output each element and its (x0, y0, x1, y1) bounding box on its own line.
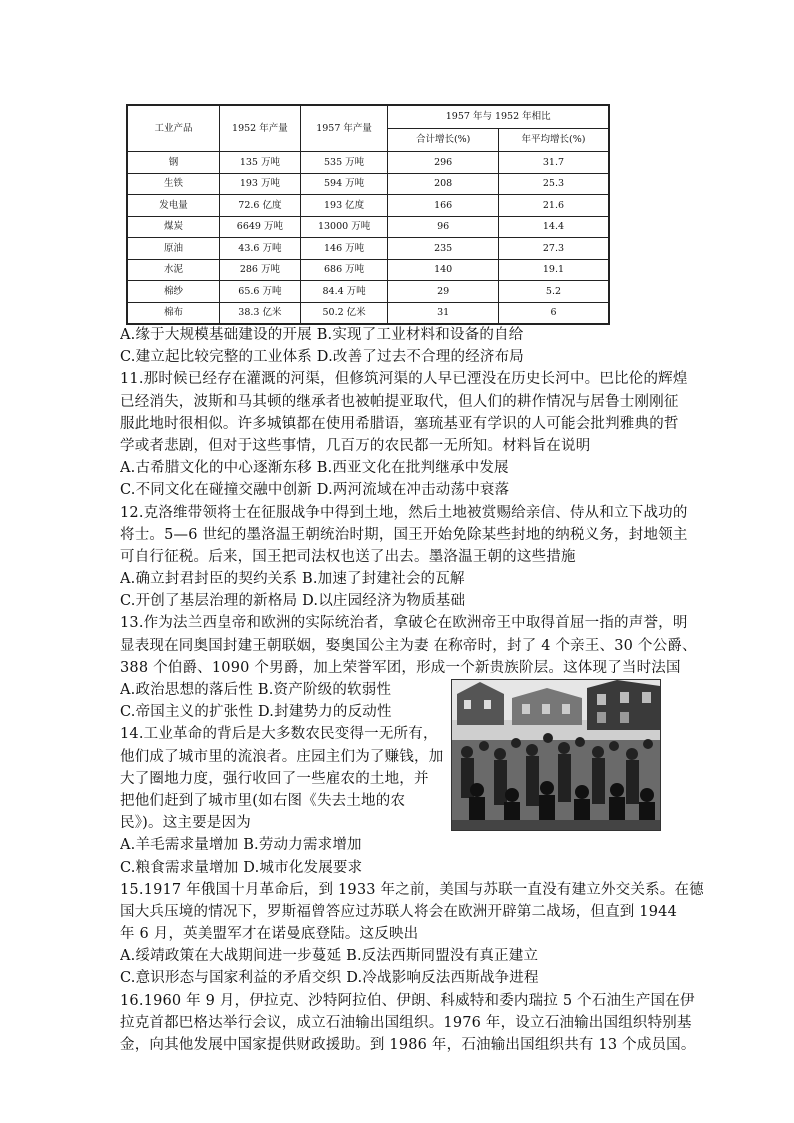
table-cell-annual: 14.4 (498, 216, 609, 238)
table-cell-y1952: 286 万吨 (220, 259, 301, 281)
table-cell-total: 296 (388, 152, 499, 174)
text-line: 他们成了城市里的流浪者。庄园主们为了赚钱，加 (120, 748, 444, 765)
table-cell-name: 发电量 (127, 195, 220, 217)
table-cell-y1952: 135 万吨 (220, 152, 301, 174)
text-line: 国大兵压境的情况下，罗斯福曾答应过苏联人将会在欧洲开辟第二战场，但直到 1944 (120, 903, 678, 920)
text-line: A.古希腊文化的中心逐渐东移 B.西亚文化在批判继承中发展 (120, 460, 509, 477)
table-cell-name: 水泥 (127, 259, 220, 281)
table-row (127, 238, 609, 260)
text-line: 12.克洛维带领将士在征服战争中得到土地，然后土地被赏赐给亲信、侍从和立下战功的 (120, 504, 688, 521)
text-line: C.建立起比较完整的工业体系 D.改善了过去不合理的经济布局 (120, 349, 525, 366)
text-line: 13.作为法兰西皇帝和欧洲的实际统治者，拿破仑在欧洲帝王中取得首屈一指的声誉，明 (120, 615, 688, 632)
table-row (127, 195, 609, 217)
table-cell-annual: 19.1 (498, 259, 609, 281)
text-line: 388 个伯爵、1090 个男爵，加上荣誉军团，形成一个新贵族阶层。这体现了当时法国 (120, 659, 681, 676)
table-cell-annual: 5.2 (498, 281, 609, 303)
table-cell-y1957: 50.2 亿米 (300, 302, 388, 324)
table-cell-y1957: 13000 万吨 (300, 216, 388, 238)
table-row (127, 216, 609, 238)
table-cell-annual: 6 (498, 302, 609, 324)
table-cell-y1952: 6649 万吨 (220, 216, 301, 238)
table-cell-y1952: 65.6 万吨 (220, 281, 301, 303)
table-cell-name: 棉布 (127, 302, 220, 324)
text-line: 将士。5—6 世纪的墨洛温王朝统治时期，国王开始免除某些封地的纳税义务，封地领主 (120, 526, 688, 543)
table-cell-y1952: 72.6 亿度 (220, 195, 301, 217)
text-line: 金，向其他发展中国家提供财政援助。到 1986 年，石油输出国组织共有 13 个成员国。 (120, 1037, 696, 1053)
illustration-landless-peasants (451, 679, 661, 831)
text-line: 14.工业革命的背后是大多数农民变得一无所有， (120, 726, 438, 743)
table-cell-annual: 21.6 (498, 195, 609, 217)
table-cell-annual: 25.3 (498, 173, 609, 195)
table-cell-total: 208 (388, 173, 499, 195)
table-cell-y1957: 193 亿度 (300, 195, 388, 217)
table-body (127, 152, 609, 325)
table-cell-y1952: 38.3 亿米 (220, 302, 301, 324)
table-cell-y1957: 594 万吨 (300, 173, 388, 195)
table-cell-y1957: 535 万吨 (300, 152, 388, 174)
table-row (127, 152, 609, 174)
text-line: 16.1960 年 9 月，伊拉克、沙特阿拉伯、伊朗、科威特和委内瑞拉 5 个石油生产国在伊 (120, 992, 695, 1009)
table-cell-y1952: 193 万吨 (220, 173, 301, 195)
text-line: 已经消失，波斯和马其顿的继承者也被帕提亚取代，但人们的耕作情况与居鲁士刚刚征 (120, 393, 679, 410)
table-cell-y1957: 84.4 万吨 (300, 281, 388, 303)
text-line: C.帝国主义的扩张性 D.封建势力的反动性 (120, 704, 392, 721)
text-line: C.意识形态与国家利益的矛盾交织 D.冷战影响反法西斯战争进程 (120, 970, 539, 987)
table-cell-name: 煤炭 (127, 216, 220, 238)
table-cell-name: 棉纱 (127, 281, 220, 303)
industrial-output-table (126, 104, 610, 325)
text-line: C.粮食需求量增加 D.城市化发展要求 (120, 859, 363, 876)
table-cell-name: 钢 (127, 152, 220, 174)
text-line: 民》)。这主要是因为 (120, 815, 251, 832)
text-line: C.不同文化在碰撞交融中创新 D.两河流域在冲击动荡中衰落 (120, 482, 510, 499)
header-1952-output: 1952 年产量 (220, 105, 301, 152)
text-line: 15.1917 年俄国十月革命后，到 1933 年之前，美国与苏联一直没有建立外交关系。在德 (120, 881, 704, 898)
table-row (127, 173, 609, 195)
header-product: 工业产品 (127, 105, 220, 152)
text-line: 11.那时候已经存在灌溉的河渠，但修筑河渠的人早已湮没在历史长河中。巴比伦的辉煌 (120, 371, 688, 388)
text-line: 大了圈地力度，强行收回了一些雇农的土地，并 (120, 770, 429, 787)
table-cell-annual: 31.7 (498, 152, 609, 174)
table-cell-name: 生铁 (127, 173, 220, 195)
header-annual-growth: 年平均增长(%) (498, 129, 609, 152)
text-line: 显表现在同奥国封建王朝联姻，娶奥国公主为妻 在称帝时，封了 4 个亲王、30 个公爵、 (120, 637, 697, 654)
table-cell-y1957: 686 万吨 (300, 259, 388, 281)
table-cell-total: 166 (388, 195, 499, 217)
table-cell-y1957: 146 万吨 (300, 238, 388, 260)
text-line: C.开创了基层治理的新格局 D.以庄园经济为物质基础 (120, 593, 466, 610)
text-line: A.绥靖政策在大战期间进一步蔓延 B.反法西斯同盟没有真正建立 (120, 948, 539, 965)
text-line: 把他们赶到了城市里(如右图《失去土地的农 (120, 792, 406, 809)
text-line: 学或者悲剧，但对于这些事情，几百万的农民都一无所知。材料旨在说明 (120, 437, 591, 454)
engraving-image (452, 680, 660, 830)
table-cell-name: 原油 (127, 238, 220, 260)
text-line: 可自行征税。后来，国王把司法权也送了出去。墨洛温王朝的这些措施 (120, 548, 576, 565)
table-cell-y1952: 43.6 万吨 (220, 238, 301, 260)
text-line: A.确立封君封臣的契约关系 B.加速了封建社会的瓦解 (120, 571, 465, 588)
industrial-output-table-container (126, 104, 610, 325)
text-line: 服此地时很相似。许多城镇都在使用希腊语，塞琉基亚有学识的人可能会批判雅典的哲 (120, 415, 679, 432)
table-row (127, 259, 609, 281)
table-cell-total: 140 (388, 259, 499, 281)
text-line: A.政治思想的落后性 B.资产阶级的软弱性 (120, 682, 392, 698)
table-row (127, 302, 609, 324)
header-total-growth: 合计增长(%) (388, 129, 499, 152)
table-cell-total: 96 (388, 216, 499, 238)
header-comparison: 1957 年与 1952 年相比 (388, 105, 609, 129)
text-line: 年 6 月，英美盟军才在诺曼底登陆。这反映出 (120, 926, 419, 943)
text-line: A.缘于大规模基础建设的开展 B.实现了工业材料和设备的自给 (120, 327, 524, 343)
table-cell-annual: 27.3 (498, 238, 609, 260)
text-line: 拉克首都巴格达举行会议，成立石油输出国组织。1976 年，设立石油输出国组织特别基 (120, 1014, 692, 1031)
table-cell-total: 29 (388, 281, 499, 303)
text-line: A.羊毛需求量增加 B.劳动力需求增加 (120, 837, 362, 854)
table-row (127, 281, 609, 303)
table-cell-total: 31 (388, 302, 499, 324)
table-cell-total: 235 (388, 238, 499, 260)
header-1957-output: 1957 年产量 (300, 105, 388, 152)
